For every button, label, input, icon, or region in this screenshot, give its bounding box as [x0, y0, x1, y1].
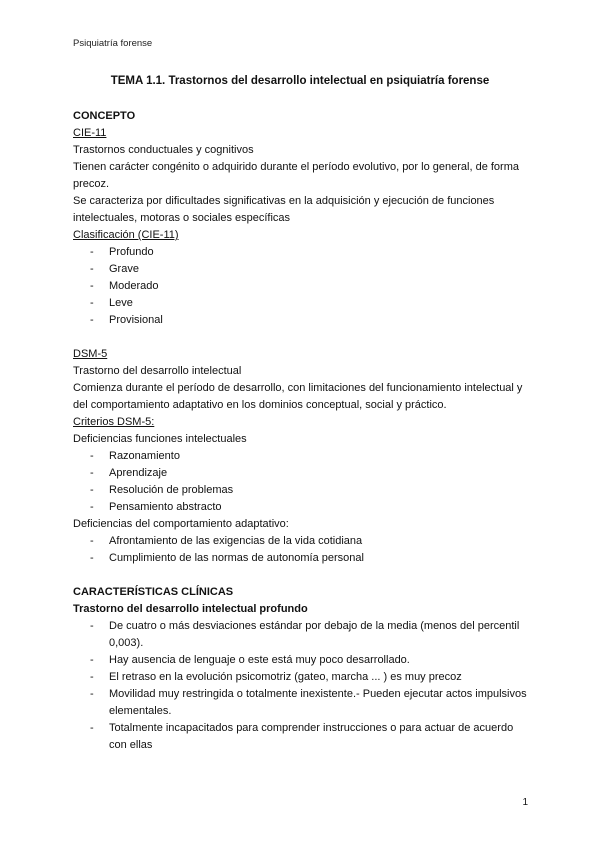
cie-name: Trastornos conductuales y cognitivos — [73, 144, 254, 156]
document-body — [73, 108, 533, 754]
list-item: - Pensamiento abstracto — [73, 499, 533, 516]
clinical-heading: CARACTERÍSTICAS CLÍNICAS — [73, 586, 234, 598]
list-item: - Movilidad muy restringida o totalmente inexistente.- Pueden ejecutar actos impulsivos elementales. — [73, 686, 533, 720]
cie-paragraph-2: Se caracteriza por dificultades significativas en la adquisición y ejecución de funciones intelectuales, motoras o sociales específicas — [73, 195, 495, 224]
list-item: - Resolución de problemas — [73, 482, 533, 499]
list-item: - Grave — [73, 261, 533, 278]
list-item: - Profundo — [73, 244, 533, 261]
dsm-label: DSM-5 — [73, 348, 108, 360]
list-item: - Leve — [73, 295, 533, 312]
spacer — [73, 329, 533, 346]
list-item: - Aprendizaje — [73, 465, 533, 482]
list-item: - El retraso en la evolución psicomotriz (gateo, marcha ... ) es muy precoz — [73, 669, 533, 686]
list-item: - Hay ausencia de lenguaje o este está muy poco desarrollado. — [73, 652, 533, 669]
dsm-name: Trastorno del desarrollo intelectual — [73, 365, 242, 377]
document-title: TEMA 1.1. Trastornos del desarrollo intelectual en psiquiatría forense — [110, 75, 490, 87]
running-header: Psiquiatría forense — [73, 38, 153, 49]
list-item: - Cumplimiento de las normas de autonomía personal — [73, 550, 533, 567]
intellectual-deficits-label: Deficiencias funciones intelectuales — [73, 433, 247, 445]
intellectual-deficits-list — [73, 448, 533, 516]
cie-classification-list — [73, 244, 533, 329]
dsm-criteria-label: Criterios DSM-5: — [73, 416, 155, 428]
spacer — [73, 567, 533, 584]
list-item: - Moderado — [73, 278, 533, 295]
list-item: - Afrontamiento de las exigencias de la vida cotidiana — [73, 533, 533, 550]
list-item: - De cuatro o más desviaciones estándar por debajo de la media (menos del percentil 0,003). — [73, 618, 533, 652]
adaptive-deficits-label: Deficiencias del comportamiento adaptativo: — [73, 518, 289, 530]
dsm-paragraph: Comienza durante el período de desarrollo, con limitaciones del funcionamiento intelectual y del comportamiento adaptativo en los dominios conceptual, social y práctico. — [73, 382, 523, 411]
list-item: - Provisional — [73, 312, 533, 329]
cie-paragraph-1: Tienen carácter congénito o adquirido durante el período evolutivo, por lo general, de forma precoz. — [73, 161, 519, 190]
cie-classification-label: Clasificación (CIE-11) — [73, 229, 179, 241]
cie-label: CIE-11 — [73, 127, 107, 139]
concepto-heading: CONCEPTO — [73, 110, 136, 122]
list-item: - Totalmente incapacitados para comprender instrucciones o para actuar de acuerdo con ellas — [73, 720, 533, 754]
clinical-subheading: Trastorno del desarrollo intelectual profundo — [73, 603, 308, 615]
list-item: - Razonamiento — [73, 448, 533, 465]
adaptive-deficits-list — [73, 533, 533, 567]
clinical-list — [73, 618, 533, 754]
page-number: 1 — [522, 797, 528, 808]
